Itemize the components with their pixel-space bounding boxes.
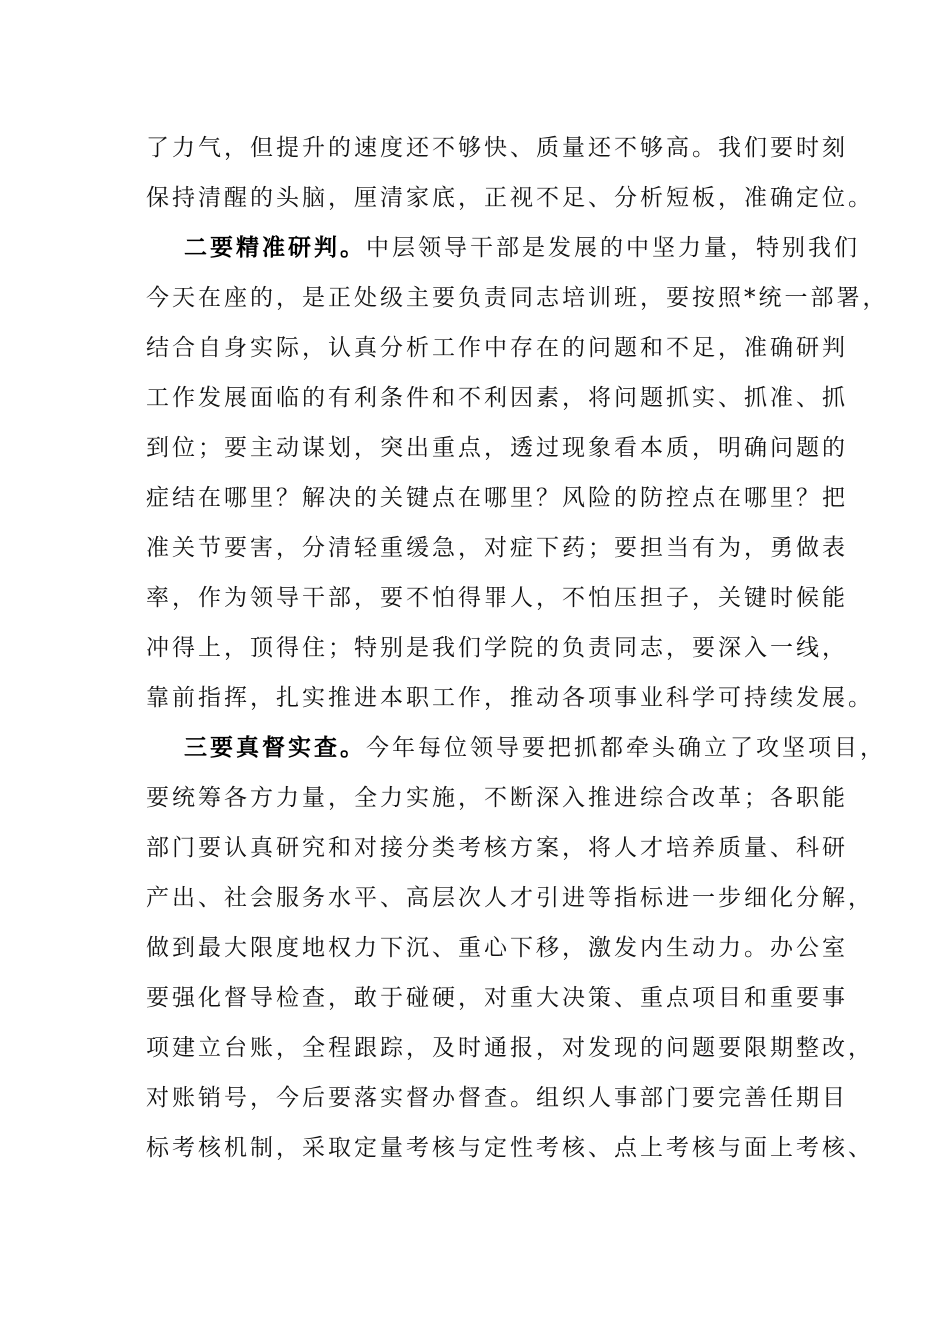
paragraph-line [184,231,860,265]
body-line: 症结在哪里？解决的关键点在哪里？风险的防控点在哪里？把 [146,485,848,511]
body-line: 项建立台账，全程跟踪，及时通报，对发现的问题要限期整改， [146,1035,874,1061]
body-line: 率，作为领导干部，要不怕得罪人，不怕压担子，关键时候能 [146,585,848,611]
body-line: 到位；要主动谋划，突出重点，透过现象看本质，明确问题的 [146,435,848,461]
body-line: 靠前指挥，扎实推进本职工作，推动各项事业科学可持续发展。 [146,685,874,711]
body-line: 结合自身实际，认真分析工作中存在的问题和不足，准确研判 [146,335,848,361]
body-line: 要强化督导检查，敢于碰硬，对重大决策、重点项目和重要事 [146,985,848,1011]
body-text: 中层领导干部是发展的中坚力量，特别我们 [366,235,860,261]
body-line: 对账销号，今后要落实督办督查。组织人事部门要完善任期目 [146,1085,848,1111]
body-line: 了力气，但提升的速度还不够快、质量还不够高。我们要时刻 [146,135,848,161]
body-line: 准关节要害，分清轻重缓急，对症下药；要担当有为，勇做表 [146,535,848,561]
body-line: 做到最大限度地权力下沉、重心下移，激发内生动力。办公室 [146,935,848,961]
body-text: 今年每位领导要把抓都牵头确立了攻坚项目， [366,735,886,761]
body-line: 工作发展面临的有利条件和不利因素，将问题抓实、抓准、抓 [146,385,848,411]
body-line: 今天在座的，是正处级主要负责同志培训班，要按照*统一部署， [146,285,889,311]
body-line: 要统筹各方力量，全力实施，不断深入推进综合改革；各职能 [146,785,848,811]
body-line: 部门要认真研究和对接分类考核方案，将人才培养质量、科研 [146,835,848,861]
body-line: 保持清醒的头脑，厘清家底，正视不足、分析短板，准确定位。 [146,185,874,211]
paragraph-line [184,731,886,765]
body-line: 标考核机制，采取定量考核与定性考核、点上考核与面上考核、 [146,1135,874,1161]
paragraph-heading: 三要真督实查。 [184,734,366,761]
paragraph-heading: 二要精准研判。 [184,234,366,261]
body-line: 产出、社会服务水平、高层次人才引进等指标进一步细化分解， [146,885,874,911]
body-line: 冲得上，顶得住；特别是我们学院的负责同志，要深入一线， [146,635,848,661]
